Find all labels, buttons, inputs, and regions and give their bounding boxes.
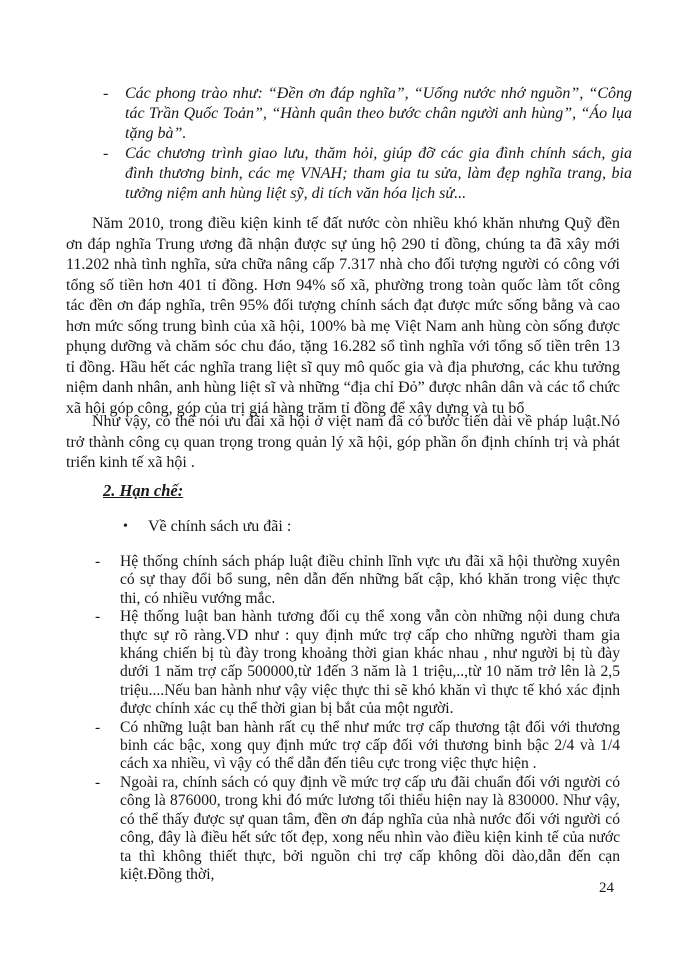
disc-bullet-icon: • <box>123 519 128 534</box>
list-item <box>95 608 620 718</box>
dash-bullet: - <box>95 553 101 570</box>
paragraph-conclusion: Như vậy, có thể nói ưu đãi xã hội ở việt nam đã có bước tiến dài về pháp luật.Nó trở thành công cụ quan trọng trong quản lý xã hội, góp phần ổn định chính trị và phát triển kinh tế xã hội . <box>66 413 620 471</box>
policy-bullet-text: Về chính sách ưu đãi : <box>148 518 292 535</box>
dash-bullet: - <box>95 773 101 791</box>
list-item <box>95 719 620 774</box>
list-item <box>95 774 620 884</box>
list-item <box>95 553 620 608</box>
dash-bullet: - <box>95 718 101 736</box>
dash-bullet: - <box>103 85 109 102</box>
list-item-text: Hệ thống chính sách pháp luật điều chỉnh lĩnh vực ưu đãi xã hội thường xuyên có sự thay đổi bổ sung, nên dẫn đến những bất cập, khó khăn trong việc thực thi, có nhiều vướng mắc. <box>120 553 620 607</box>
list-item-text: Các chương trình giao lưu, thăm hỏi, giúp đỡ các gia đình chính sách, gia đình thương binh, các mẹ VNAH; tham gia tu sửa, làm đẹp nghĩa trang, bia tưởng niệm anh hùng liệt sỹ, di tích văn hóa lịch sử... <box>125 145 632 202</box>
section-heading-limitations: 2. Hạn chế: <box>103 481 184 500</box>
limitations-list <box>95 553 620 884</box>
dash-bullet: - <box>103 145 109 162</box>
list-item-text: Hệ thống luật ban hành tương đối cụ thể xong vẫn còn những nội dung chưa thực sự rõ ràng.VD như : quy định mức trợ cấp cho những người tham gia kháng chiến bị tù đày trong khoảng thời gian khác nhau , như người bị tù đày dưới 1 năm trợ cấp 500000,từ 1đến 3 năm là 1 triệu,..,từ 10 năm trở lên là 2,5 triệu....Nếu ban hành như vậy việc thực thi sẽ khó khăn vì thực tế khó xác định được chính xác cụ thể thời gian bị bắt của một người. <box>120 608 620 718</box>
list-item <box>103 144 632 204</box>
list-item-text: Ngoài ra, chính sách có quy định về mức trợ cấp ưu đãi chuẩn đối với người có công là 876000, trong khi đó mức lương tối thiểu hiện nay là 830000. Như vậy, có thể thấy được sự quan tâm, đền ơn đáp nghĩa của nhà nước đối với người có công, đây là điều hết sức tốt đẹp, xong nếu nhìn vào điều kiện kinh tế của nước ta thì không thiết thực, bởi nguồn chi trợ cấp không dồi dào,dẫn đến cạn kiệt.Đồng thời, <box>120 773 620 883</box>
dash-bullet: - <box>95 608 101 626</box>
page-number: 24 <box>599 880 614 896</box>
list-item-text: Có những luật ban hành rất cụ thể như mức trợ cấp thương tật đối với thương binh các bậc, xong quy định mức trợ cấp đối với thương binh bậc 2/4 và 1/4 cách xa nhiều, vì vậy có thể dẫn đến tiêu cực trong việc thực hiện . <box>120 718 620 773</box>
intro-list <box>103 84 632 204</box>
paragraph-achievements: Năm 2010, trong điều kiện kinh tế đất nước còn nhiều khó khăn nhưng Quỹ đền ơn đáp nghĩa Trung ương đã nhận được sự ủng hộ 290 tỉ đồng, chúng ta đã xây mới 11.202 nhà tình nghĩa, sửa chữa nâng cấp 7.317 nhà cho đối tượng người có công với tổng số tiền hơn 401 tỉ đồng. Hơn 94% số xã, phường trong toàn quốc làm tốt công tác đền ơn đáp nghĩa, trên 95% đối tượng chính sách đạt được mức sống bằng và cao hơn mức sống trung bình của xã hội, 100% bà mẹ Việt Nam anh hùng còn sống được phụng dưỡng và chăm sóc chu đáo, tặng 16.282 sổ tình nghĩa với tổng số tiền trên 13 tỉ đồng. Hầu hết các nghĩa trang liệt sĩ quy mô quốc gia và địa phương, các khu tưởng niệm danh nhân, anh hùng liệt sĩ và những “địa chỉ Đỏ” được nhân dân và các tổ chức xã hội góp công, góp của trị giá hàng trăm tỉ đồng để xây dựng và tu bổ <box>66 215 620 417</box>
list-item <box>103 84 632 144</box>
list-item-text: Các phong trào như: “Đền ơn đáp nghĩa”, “Uống nước nhớ nguồn”, “Công tác Trần Quốc Toản”, “Hành quân theo bước chân người anh hùng”, “Áo lụa tặng bà”. <box>125 85 632 142</box>
policy-bullet-item <box>123 518 628 536</box>
